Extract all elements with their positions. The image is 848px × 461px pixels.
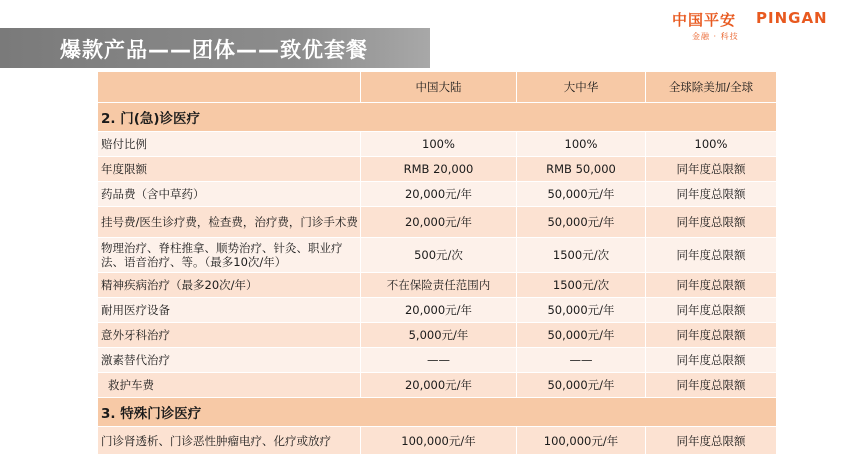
row-label: 救护车费	[98, 373, 361, 398]
logo-chinese-name: 中国平安	[672, 11, 737, 29]
cell-mainland: 100%	[361, 132, 517, 157]
cell-greater-china: 100,000元/年	[517, 427, 646, 455]
table-row	[98, 132, 777, 157]
header-cell-global: 全球除美加/全球	[646, 72, 777, 103]
cell-mainland: ——	[361, 348, 517, 373]
table-header-row	[98, 72, 777, 103]
row-label: 精神疾病治疗（最多20次/年）	[98, 273, 361, 298]
cell-global: 同年度总限额	[646, 298, 777, 323]
row-label: 激素替代治疗	[98, 348, 361, 373]
table-row	[98, 427, 777, 455]
page-title: 爆款产品——团体——致优套餐	[60, 38, 368, 62]
row-label: 门诊肾透析、门诊恶性肿瘤电疗、化疗或放疗	[98, 427, 361, 455]
row-label: 耐用医疗设备	[98, 298, 361, 323]
cell-greater-china: 100%	[517, 132, 646, 157]
logo-tagline: 金融 · 科技	[692, 32, 739, 41]
row-label: 年度限额	[98, 157, 361, 182]
cell-global: 同年度总限额	[646, 427, 777, 455]
title-banner	[0, 28, 430, 68]
ping-an-logo	[672, 9, 842, 43]
header-cell-empty	[98, 72, 361, 103]
table-row	[98, 298, 777, 323]
table-row	[98, 348, 777, 373]
cell-greater-china: 1500元/次	[517, 273, 646, 298]
table-row	[98, 373, 777, 398]
row-label: 挂号费/医生诊疗费，检查费，治疗费，门诊手术费	[98, 207, 361, 238]
section-title: 2. 门(急)诊医疗	[98, 103, 777, 132]
cell-mainland: 20,000元/年	[361, 182, 517, 207]
cell-greater-china: 50,000元/年	[517, 298, 646, 323]
cell-greater-china: ——	[517, 348, 646, 373]
cell-global: 同年度总限额	[646, 273, 777, 298]
table-row	[98, 238, 777, 273]
row-label: 赔付比例	[98, 132, 361, 157]
cell-greater-china: RMB 50,000	[517, 157, 646, 182]
table-row	[98, 323, 777, 348]
cell-mainland: 不在保险责任范围内	[361, 273, 517, 298]
cell-greater-china: 50,000元/年	[517, 323, 646, 348]
cell-greater-china: 50,000元/年	[517, 373, 646, 398]
cell-global: 同年度总限额	[646, 157, 777, 182]
header-cell-greater-china: 大中华	[517, 72, 646, 103]
section-heading-row	[98, 398, 777, 427]
cell-mainland: RMB 20,000	[361, 157, 517, 182]
section-heading-row	[98, 103, 777, 132]
cell-global: 同年度总限额	[646, 207, 777, 238]
cell-greater-china: 50,000元/年	[517, 182, 646, 207]
table-row	[98, 207, 777, 238]
cell-mainland: 20,000元/年	[361, 298, 517, 323]
table-row	[98, 273, 777, 298]
cell-greater-china: 50,000元/年	[517, 207, 646, 238]
header-cell-mainland: 中国大陆	[361, 72, 517, 103]
cell-global: 同年度总限额	[646, 182, 777, 207]
row-label: 物理治疗、脊柱推拿、顺势治疗、针灸、职业疗法、语音治疗、等。（最多10次/年）	[98, 238, 361, 273]
cell-global: 同年度总限额	[646, 373, 777, 398]
cell-mainland: 20,000元/年	[361, 207, 517, 238]
logo-english-name: PINGAN	[756, 9, 828, 27]
section-title: 3. 特殊门诊医疗	[98, 398, 777, 427]
row-label: 意外牙科治疗	[98, 323, 361, 348]
cell-mainland: 20,000元/年	[361, 373, 517, 398]
cell-mainland: 5,000元/年	[361, 323, 517, 348]
cell-mainland: 100,000元/年	[361, 427, 517, 455]
table-row	[98, 182, 777, 207]
cell-mainland: 500元/次	[361, 238, 517, 273]
row-label: 药品费（含中草药）	[98, 182, 361, 207]
cell-global: 同年度总限额	[646, 238, 777, 273]
table-row	[98, 157, 777, 182]
cell-global: 同年度总限额	[646, 348, 777, 373]
cell-greater-china: 1500元/次	[517, 238, 646, 273]
cell-global: 同年度总限额	[646, 323, 777, 348]
cell-global: 100%	[646, 132, 777, 157]
benefits-table	[97, 71, 777, 455]
